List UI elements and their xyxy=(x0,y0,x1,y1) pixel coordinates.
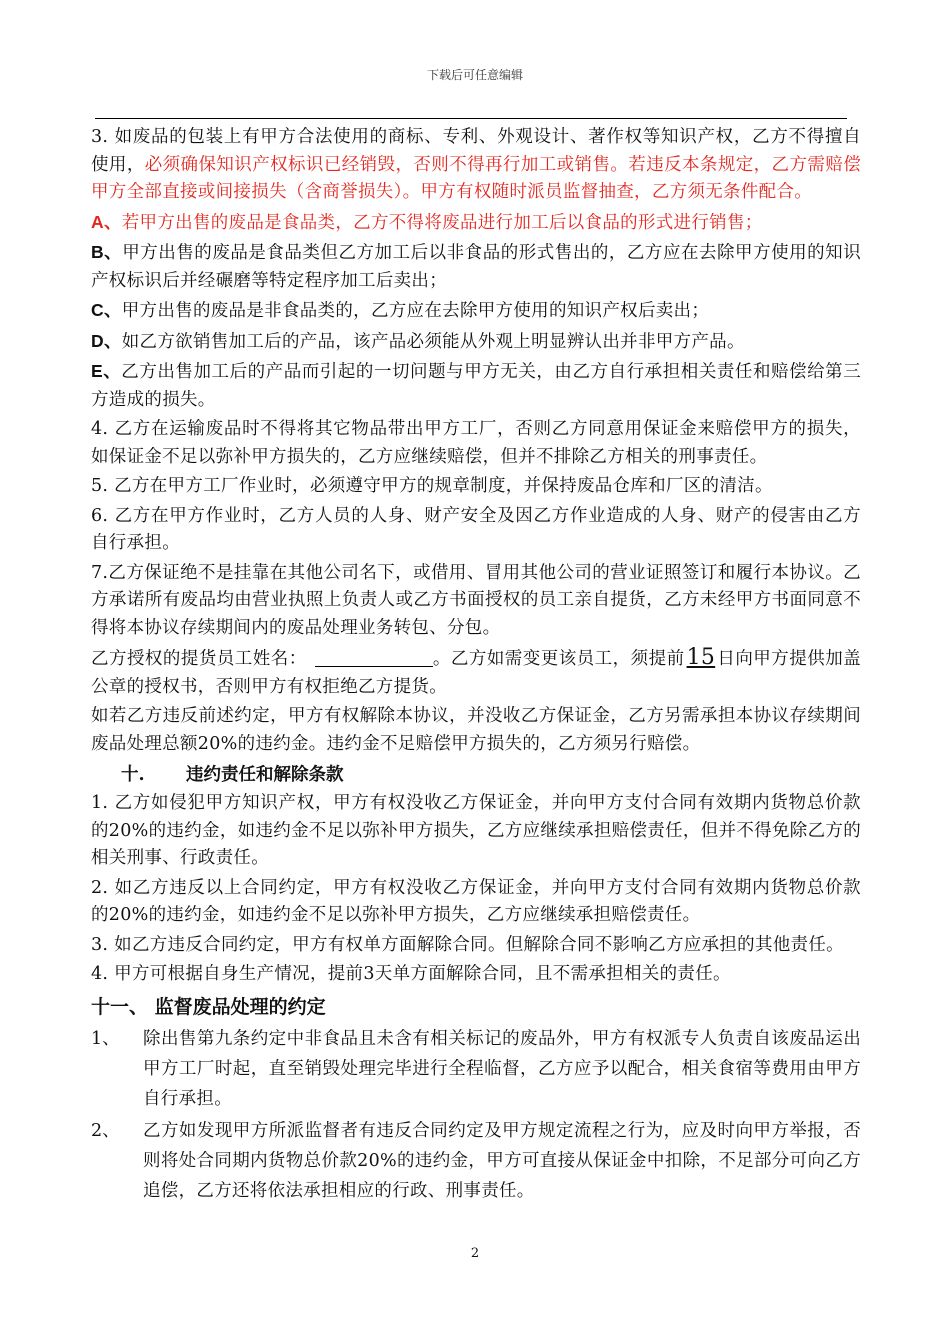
section-10-item: 2. 如乙方违反以上合同约定，甲方有权没收乙方保证金，并向甲方支付合同有效期内货物总价款的20%的违约金，如违约金不足以弥补甲方损失，乙方应继续承担赔偿责任。 xyxy=(91,877,861,925)
section-11-item xyxy=(91,1116,861,1206)
subitem-a-lead: A、 xyxy=(91,211,122,232)
section-11-item xyxy=(91,1024,861,1114)
subitem-a-text: 若甲方出售的废品是食品类，乙方不得将废品进行加工后以食品的形式进行销售； xyxy=(121,212,763,233)
section-11-item-number: 1、 xyxy=(91,1028,120,1049)
section-10-number: 十. xyxy=(121,765,145,785)
header-rule xyxy=(95,118,847,119)
subitem-d-lead: D、 xyxy=(91,330,122,351)
subitem-b-text: 甲方出售的废品是食品类但乙方加工后以非食品的形式售出的，乙方应在去除甲方使用的知识产权标识后并经碾磨等特定程序加工后卖出； xyxy=(91,243,862,291)
section-10-title: 违约责任和解除条款 xyxy=(186,765,344,785)
page-number: 2 xyxy=(470,1246,480,1261)
clause-6: 6. 乙方在甲方作业时，乙方人员的人身、财产安全及因乙方作业造成的人身、财产的侵害由乙方自行承担。 xyxy=(91,505,861,553)
page-header-note: 下载后可任意编辑 xyxy=(426,68,523,82)
subitem-b xyxy=(91,239,861,295)
subitem-e-lead: E、 xyxy=(91,361,122,381)
clause-3-red-text: 必须确保知识产权标识已经销毁，否则不得再行加工或销售。若违反本条规定，乙方需赔偿甲方全部直接或间接损失（含商誉损失）。甲方有权随时派员监督抽查，乙方须无条件配合。 xyxy=(91,154,861,202)
staff-line-tail: 日向甲方提供加盖公章的授权书，否则甲方有权拒绝乙方提货。 xyxy=(91,649,861,697)
section-10-item: 3. 如乙方违反合同约定，甲方有权单方面解除合同。但解除合同不影响乙方应承担的其他责任。 xyxy=(91,934,844,955)
document-body xyxy=(91,124,861,1208)
staff-name-label: 乙方授权的提货员工姓名： xyxy=(91,649,307,669)
subitem-e xyxy=(91,358,861,414)
clause-3-text: 3. 如废品的包装上有甲方合法使用的商标、专利、外观设计、著作权等知识产权，乙方不得擅自使用， xyxy=(91,127,861,175)
clause-5: 5. 乙方在甲方工厂作业时，必须遵守甲方的规章制度，并保持废品仓库和厂区的清洁。 xyxy=(91,476,773,496)
subitem-c xyxy=(91,297,861,326)
clause-3 xyxy=(91,124,861,207)
subitem-d-text: 如乙方欲销售加工后的产品，该产品必须能从外观上明显辨认出并非甲方产品。 xyxy=(121,331,745,352)
clause-7: 7.乙方保证绝不是挂靠在其他公司名下，或借用、冒用其他公司的营业证照签订和履行本协议。乙方承诺所有废品均由营业执照上负责人或乙方书面授权的员工亲自提货，乙方未经甲方书面同意不得将本协议存续期间内的废品处理业务转包、分包。 xyxy=(91,562,861,638)
section-11-item-number: 2、 xyxy=(91,1120,120,1141)
section-11-heading: 十一、 监督废品处理的约定 xyxy=(91,995,326,1018)
section-11-item-text: 除出售第九条约定中非食品且未含有相关标记的废品外，甲方有权派专人负责自该废品运出甲方工厂时起，直至销毁处理完毕进行全程临督，乙方应予以配合，相关食宿等费用由甲方自行承担。 xyxy=(143,1028,861,1109)
subitem-c-text: 甲方出售的废品是非食品类的，乙方应在去除甲方使用的知识产权后卖出； xyxy=(121,301,710,321)
section-11-item-text: 乙方如发现甲方所派监督者有违反合同约定及甲方规定流程之行为，应及时向甲方举报，否则将处合同期内货物总价款20%的违约金，甲方可直接从保证金中扣除，不足部分可向乙方追偿，乙方还将依法承担相应的行政、刑事责任。 xyxy=(143,1120,861,1201)
subitem-a xyxy=(91,209,861,238)
section-10-item: 4. 甲方可根据自身生产情况，提前3天单方面解除合同，且不需承担相关的责任。 xyxy=(91,964,731,984)
subitem-b-lead: B、 xyxy=(91,242,123,262)
subitem-d xyxy=(91,328,861,357)
staff-change-text: 。乙方如需变更该员工，须提前 xyxy=(432,649,685,669)
clause-4: 4. 乙方在运输废品时不得将其它物品带出甲方工厂，否则乙方同意用保证金来赔偿甲方的损失，如保证金不足以弥补甲方损失的，乙方应继续赔偿，但并不排除乙方相关的刑事责任。 xyxy=(91,419,861,467)
section-10-item: 1. 乙方如侵犯甲方知识产权，甲方有权没收乙方保证金，并向甲方支付合同有效期内货物总价款的20%的违约金，如违约金不足以弥补甲方损失，乙方应继续承担赔偿责任，但并不得免除乙方的相关刑事、行政责任。 xyxy=(91,793,861,868)
notice-days: 15 xyxy=(686,645,716,670)
subitem-c-lead: C、 xyxy=(91,300,122,320)
section-10-heading xyxy=(121,761,861,789)
staff-name-line xyxy=(91,644,861,701)
subitem-e-text: 乙方出售加工后的产品而引起的一切问题与甲方无关，由乙方自行承担相关责任和赔偿给第三方造成的损失。 xyxy=(91,362,862,410)
staff-name-blank[interactable] xyxy=(315,648,433,667)
breach-paragraph: 如若乙方违反前述约定，甲方有权解除本协议，并没收乙方保证金，乙方另需承担本协议存续期间废品处理总额20%的违约金。违约金不足赔偿甲方损失的，乙方须另行赔偿。 xyxy=(91,706,861,754)
